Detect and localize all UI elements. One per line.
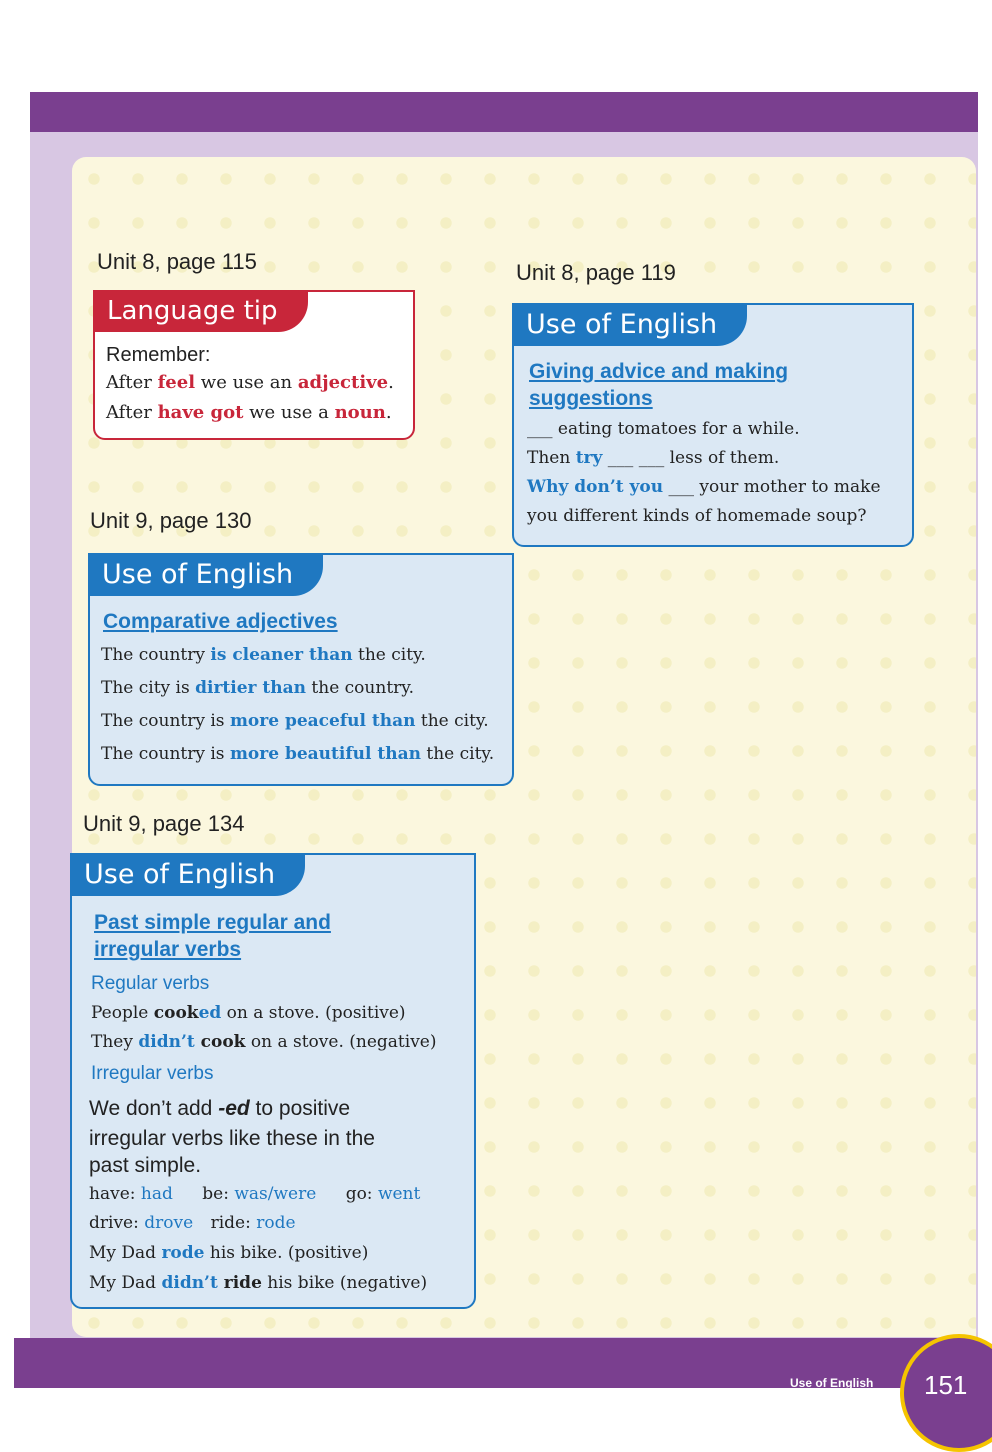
use-of-english-box-advice: [512, 303, 914, 547]
verb-forms-line-1: have: had be: was/were go: went: [89, 1184, 421, 1204]
use-of-english-tab: Use of English: [88, 553, 323, 596]
heading-past-2: irregular verbs: [94, 938, 242, 961]
heading-advice-1: Giving advice and making: [529, 360, 789, 383]
comparative-line-1: The country is cleaner than the city.: [101, 645, 426, 665]
advice-line-4: you different kinds of homemade soup?: [527, 506, 867, 526]
comparative-line-4: The country is more beautiful than the city.: [101, 744, 495, 764]
regular-line-2: They didn’t cook on a stove. (negative): [91, 1032, 437, 1052]
irregular-para-line-1: We don’t add -ed to positive: [89, 1097, 351, 1120]
irregular-para-line-3: past simple.: [89, 1154, 202, 1177]
footer-label: Use of English: [790, 1376, 874, 1390]
example-line-1: My Dad rode his bike. (positive): [89, 1243, 369, 1263]
heading-comparative: Comparative adjectives: [103, 610, 338, 633]
unit-label-d: Unit 9, page 134: [83, 811, 245, 836]
heading-advice-2: suggestions: [529, 387, 653, 410]
example-line-2: My Dad didn’t ride his bike (negative): [89, 1273, 428, 1293]
unit-label-b: Unit 8, page 119: [516, 260, 676, 285]
advice-line-1: ___ eating tomatoes for a while.: [527, 419, 800, 439]
page-number: 151: [924, 1370, 968, 1400]
irregular-verbs-label: Irregular verbs: [91, 1063, 214, 1084]
tip-line-1: After feel we use an adjective.: [106, 372, 394, 393]
language-tip-tab: Language tip: [93, 290, 308, 332]
unit-label-a: Unit 8, page 115: [97, 249, 257, 274]
use-of-english-tab: Use of English: [512, 303, 747, 346]
remember-label: Remember:: [106, 344, 211, 366]
unit-label-c: Unit 9, page 130: [90, 508, 252, 533]
advice-line-2: Then try ___ ___ less of them.: [527, 448, 780, 468]
language-tip-box: [93, 290, 415, 440]
use-of-english-box-past-simple: [70, 853, 476, 1309]
advice-line-3: Why don’t you ___ your mother to make: [527, 477, 881, 497]
comparative-line-3: The country is more peaceful than the city.: [101, 711, 489, 731]
tip-line-2: After have got we use a noun.: [106, 402, 392, 423]
verb-forms-line-2: drive: drove ride: rode: [89, 1213, 296, 1233]
heading-past-1: Past simple regular and: [94, 911, 331, 934]
use-of-english-box-comparative: [88, 553, 514, 786]
regular-verbs-label: Regular verbs: [91, 973, 210, 994]
irregular-para-line-2: irregular verbs like these in the: [89, 1127, 375, 1150]
regular-line-1: People cooked on a stove. (positive): [91, 1003, 406, 1023]
comparative-line-2: The city is dirtier than the country.: [101, 678, 415, 698]
use-of-english-tab: Use of English: [70, 853, 305, 896]
